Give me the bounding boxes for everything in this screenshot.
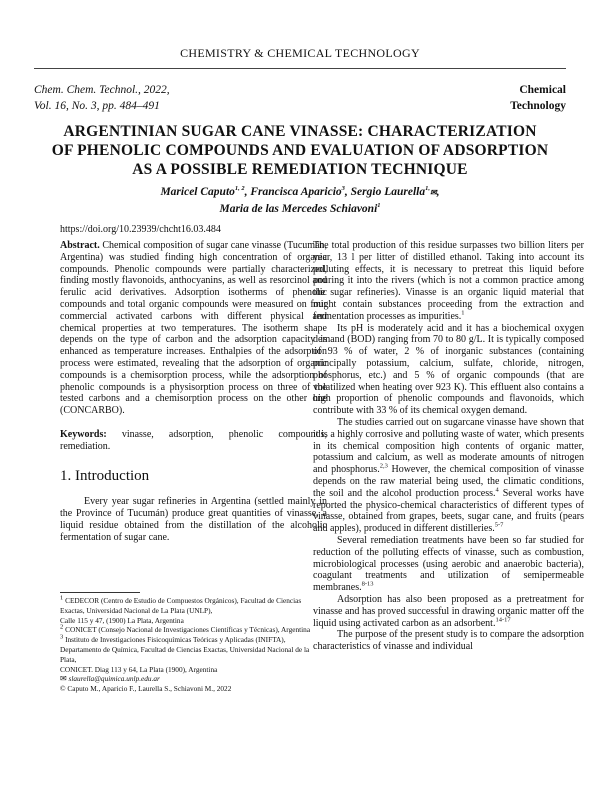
journal-name-line-1: Chemical (519, 84, 566, 96)
body-paragraph: Its pH is moderately acid and it has a biochemical oxygen demand (BOD) ranging from 70 to 80 g/L. It is typically composed of 93 % of water, 2 % of inorganic substances (containing principally potassium, calcium, sulfate, chloride, nitrogen, phosphorus, etc.) and 5 % of organic compounds (that are volatilized when heating over 923 K). This effluent also contains a high proportion of phenolic compounds and flavonoids, which contribute with 33 % of its chemical oxygen demand. (313, 322, 584, 417)
footnote-marker: 1 (60, 594, 64, 602)
author-name: Maricel Caputo (160, 186, 235, 198)
citation-line-2: Vol. 16, No. 3, pp. 484–491 (34, 100, 160, 112)
author-affiliation: 1, 2 (234, 185, 245, 193)
keywords-label: Keywords: (60, 428, 107, 440)
keywords-text: vinasse, adsorption, phenolic compounds, remediation. (60, 428, 327, 452)
footnote-affiliation-3-dept: Departamento de Química, Facultad de Ciencias Exactas, Universidad Nacional de la Plata, (60, 644, 310, 664)
journal-name-block (510, 82, 566, 114)
reference-marker: 2,3 (379, 462, 388, 470)
footnotes (60, 596, 327, 694)
author-affiliation: 1, (425, 185, 430, 193)
title-line-2: OF PHENOLIC COMPOUNDS AND EVALUATION OF ADSORPTION (51, 142, 549, 159)
footnote-affiliation-3-address: CONICET. Diag 113 y 64, La Plata (1900), Argentina (60, 664, 218, 674)
title-line-3: AS A POSSIBLE REMEDIATION TECHNIQUE (132, 161, 468, 178)
abstract (60, 240, 327, 417)
header-divider (34, 68, 566, 69)
reference-marker: 5-7 (494, 521, 504, 529)
title-line-1: ARGENTINIAN SUGAR CANE VINASSE: CHARACTERIZATION (63, 123, 537, 140)
footnote-divider (60, 592, 140, 593)
reference-marker: 4 (495, 486, 499, 494)
doi-link[interactable]: https://doi.org/10.23939/chcht16.03.484 (60, 224, 221, 235)
envelope-icon: ✉ (60, 674, 67, 684)
author-name: Francisca Aparicio (250, 186, 342, 198)
reference-marker: 14-17 (495, 616, 511, 624)
abstract-text: Chemical composition of sugar cane vinasse (Tucumán, Argentina) was studied finding high concentration of organic compounds. Phenolic compounds were partially characterized, finding mostly flavonoids, anthocyanins, as well as resorcinol and ferulic acid derivatives. Adsorption isotherms of phenolic compounds and total organic compounds were measured on four commercial activated carbons with different physical and chemical properties at two temperatures. The isotherm shape depends on the type of carbon and the adsorption capacity is enhanced as temperature increases. Enthalpies of the adsorption process were estimated, revealing that the adsorption of organic compounds is a chemisorption process, while the adsorption of phenolic compounds is a physisorption process on three of the tested carbons and a chemisorption process on the other one (CONCARBO). (60, 240, 328, 417)
intro-paragraph: Every year sugar refineries in Argentina (settled mainly in the Province of Tucumán) produce great quantities of vinasse, a liquid residue obtained from the distillation of the alcoholic fermentation of sugar cane. (60, 496, 327, 543)
footnote-affiliation-1: CEDECOR (Centro de Estudio de Compuestos Orgánicos), Facultad de Ciencias Exactas, Universidad Nacional de La Plata (UNLP), (60, 596, 302, 615)
author-list: Maricel Caputo$^{1, 2}$, Francisca Aparicio$^3$, Sergio Laurella$^{1,}$✉, Maria de las Mercedes Schiavoni$^1$ (160, 185, 440, 215)
author-affiliation: 1 (377, 202, 381, 210)
right-column (313, 240, 584, 653)
body-paragraph: Several remediation treatments have been so far studied for reduction of the polluting effects of vinasse, such as combustion, microbiological processes (using aerobic and anaerobic bacteria), coagulant treatments and utilization of semipermeable membranes.$^{8-13}$ (313, 534, 584, 594)
citation-block (34, 82, 170, 114)
corresponding-email[interactable]: slaurella@quimica.unlp.edu.ar (68, 674, 160, 684)
paper-title (34, 122, 566, 179)
body-paragraph: The purpose of the present study is to compare the adsorption characteristics of vinasse and individual (313, 629, 584, 653)
envelope-icon: ✉ (429, 188, 437, 197)
body-paragraph: Adsorption has also been proposed as a pretreatment for vinasse and has proved successful in drawing organic matter off the liquid using activated carbon as an adsorbent.$^{14-17}$ (313, 593, 584, 629)
footnote-marker: 2 (60, 623, 64, 631)
abstract-label: Abstract. (60, 240, 100, 251)
left-column (60, 240, 327, 544)
copyright-line: © Caputo M., Aparicio F., Laurella S., Schiavoni M., 2022 (60, 684, 232, 694)
journal-name-line-2: Technology (510, 100, 566, 112)
reference-marker: 8-13 (361, 580, 374, 588)
citation-line-1: Chem. Chem. Technol., 2022, (34, 84, 170, 96)
reference-marker: 1 (461, 309, 465, 317)
body-paragraph: The studies carried out on sugarcane vinasse have shown that it is a highly corrosive and polluting waste of water, which presents in its chemical composition high contents of organic matter, potassium and calcium, as well as moderate amounts of nitrogen and phosphorus.$^{2,3}$ However, the chemical composition of vinasse depends on the raw material being used, the climatic conditions, the soil and the alcohol production process.$^4$ Several works have reported the physico-chemical characteristics of different types of vinasse, obtained from grapes, beets, sugar cane, and fruits (pears and apples), produced in different distilleries.$^{5-7}$ (313, 416, 584, 535)
journal-header: CHEMISTRY & CHEMICAL TECHNOLOGY (180, 46, 420, 60)
keywords (60, 429, 327, 453)
author-name: Maria de las Mercedes Schiavoni (219, 203, 378, 215)
footnote-affiliation-3: Instituto de Investigaciones Fisicoquímicas Teóricas y Aplicadas (INIFTA), (65, 635, 286, 645)
footnote-marker: 3 (60, 633, 64, 641)
author-name: Sergio Laurella (350, 186, 426, 198)
author-affiliation: 3 (341, 185, 345, 193)
footnote-affiliation-2: CONICET (Consejo Nacional de Investigaciones Científicas y Técnicas), Argentina (65, 625, 311, 635)
section-heading-introduction: 1. Introduction (60, 467, 150, 484)
body-paragraph: The total production of this residue surpasses two billion liters per year, 13 l per litter of distilled ethanol. Taking into account its polluting effects, it is necessary to pretreat this liquid before pouring it into the rivers (which is not a common practice among the sugar refineries). Vinasse is an organic liquid material that might contain substances proceeding from the extraction and fermentation processes as impurities.$^1$ (313, 240, 584, 322)
footnote-affiliation-1-address: Calle 115 y 47, (1900) La Plata, Argentina (60, 615, 184, 625)
